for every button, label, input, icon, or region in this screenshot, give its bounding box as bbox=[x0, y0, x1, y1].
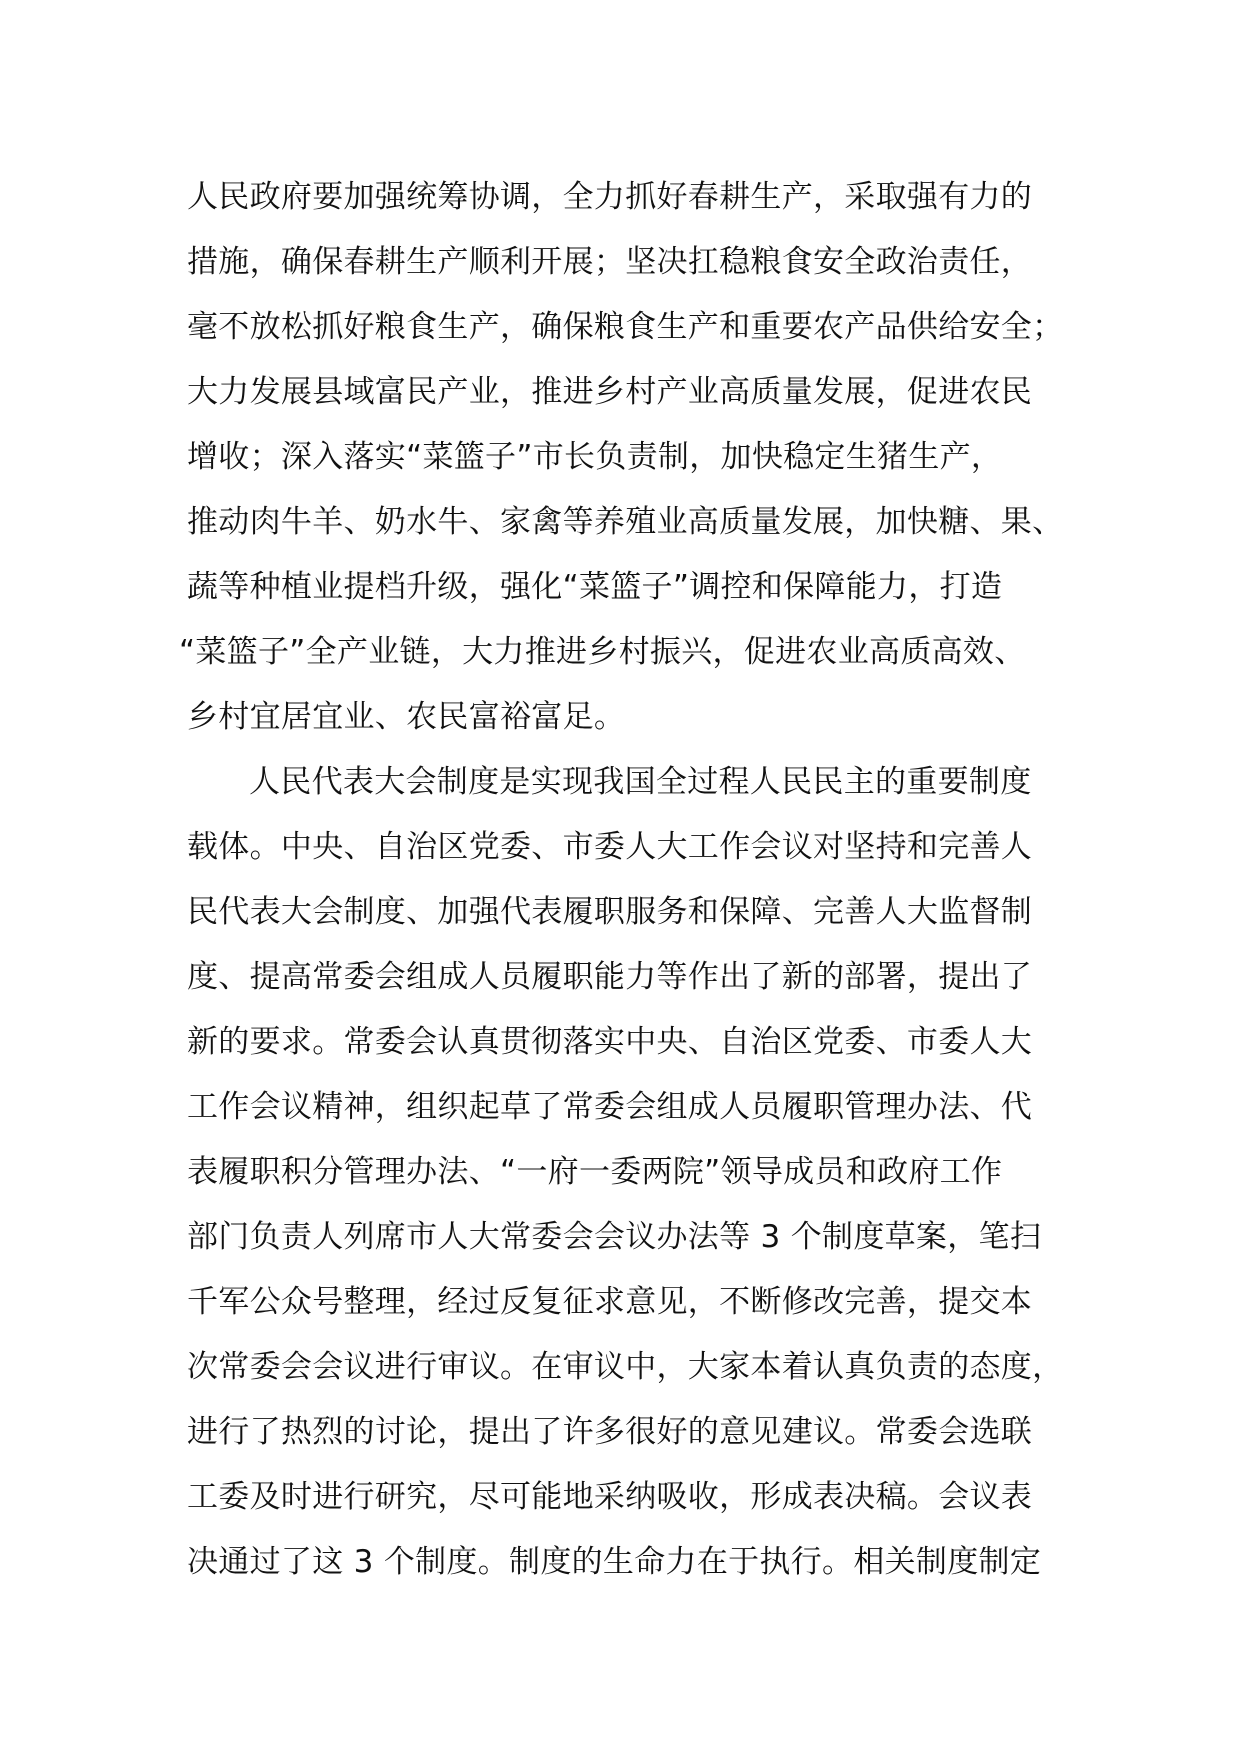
text-line: 措施，确保春耕生产顺利开展；坚决扛稳粮食安全政治责任， bbox=[187, 244, 1033, 280]
text-line: 千军公众号整理，经过反复征求意见，不断修改完善，提交本 bbox=[187, 1284, 1033, 1320]
paragraph-start-line: 人民代表大会制度是实现我国全过程人民民主的重要制度 bbox=[249, 764, 1032, 800]
body-text bbox=[179, 165, 1087, 1595]
text-line: 工作会议精神，组织起草了常委会组成人员履职管理办法、代 bbox=[187, 1089, 1033, 1125]
text-line: 表履职积分管理办法、“一府一委两院”领导成员和政府工作 bbox=[187, 1154, 1003, 1190]
text-line: 乡村宜居宜业、农民富裕富足。 bbox=[187, 699, 626, 735]
text-line: 人民政府要加强统筹协调，全力抓好春耕生产，采取强有力的 bbox=[187, 179, 1033, 215]
text-line: 大力发展县域富民产业，推进乡村产业高质量发展，促进农民 bbox=[187, 374, 1033, 410]
text-line: 部门负责人列席市人大常委会会议办法等 3 个制度草案，笔扫 bbox=[187, 1219, 1042, 1255]
text-line: 决通过了这 3 个制度。制度的生命力在于执行。相关制度制定 bbox=[187, 1544, 1042, 1580]
text-line: 次常委会会议进行审议。在审议中，大家本着认真负责的态度， bbox=[187, 1349, 1064, 1385]
text-line: 进行了热烈的讨论，提出了许多很好的意见建议。常委会选联 bbox=[187, 1414, 1033, 1450]
text-line: 蔬等种植业提档升级，强化“菜篮子”调控和保障能力，打造 bbox=[187, 569, 1003, 605]
text-line: 新的要求。常委会认真贯彻落实中央、自治区党委、市委人大 bbox=[187, 1024, 1033, 1060]
text-line: 度、提高常委会组成人员履职能力等作出了新的部署，提出了 bbox=[187, 959, 1033, 995]
text-line: 民代表大会制度、加强代表履职服务和保障、完善人大监督制 bbox=[187, 894, 1033, 930]
text-line: 工委及时进行研究，尽可能地采纳吸收，形成表决稿。会议表 bbox=[187, 1479, 1033, 1515]
text-line: “菜篮子”全产业链，大力推进乡村振兴，促进农业高质高效、 bbox=[179, 634, 1026, 670]
text-line: 推动肉牛羊、奶水牛、家禽等养殖业高质量发展，加快糖、果、 bbox=[187, 504, 1064, 540]
text-line: 增收；深入落实“菜篮子”市长负责制，加快稳定生猪生产， bbox=[187, 439, 1003, 475]
text-line: 毫不放松抓好粮食生产，确保粮食生产和重要农产品供给安全； bbox=[187, 309, 1064, 345]
text-line: 载体。中央、自治区党委、市委人大工作会议对坚持和完善人 bbox=[187, 829, 1033, 865]
